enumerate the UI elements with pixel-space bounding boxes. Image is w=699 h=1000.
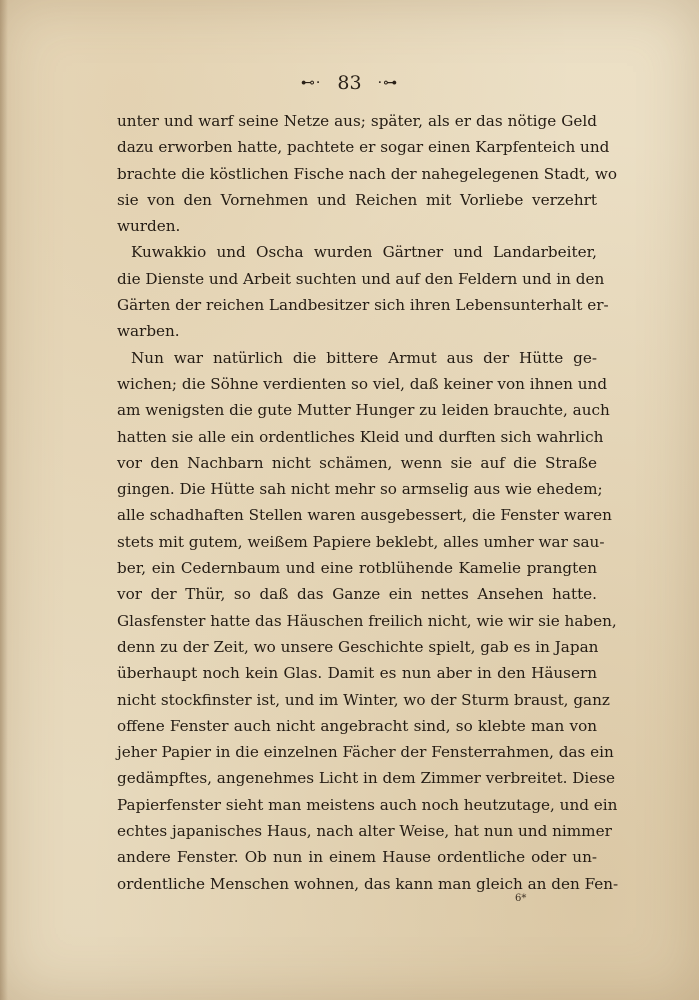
text-line: wurden. (117, 217, 181, 236)
text-line: Papierfenster sieht man meistens auch noch heutzutage, und ein (117, 795, 618, 814)
page-binding-edge (0, 0, 8, 1000)
header-ornament-right: ·⊶ (377, 75, 399, 91)
text-line: Nun war natürlich die bittere Armut aus der Hütte ge- (131, 348, 597, 367)
text-line: brachte die köstlichen Fische nach der nahegelegenen Stadt, wo (117, 164, 617, 183)
text-line: Glasfenster hatte das Häuschen freilich nicht, wie wir sie haben, (117, 611, 617, 630)
text-line: überhaupt noch kein Glas. Damit es nun aber in den Häusern (117, 664, 597, 683)
text-line: echtes japanisches Haus, nach alter Weise, hat nun und nimmer (117, 822, 612, 841)
text-line: Gärten der reichen Landbesitzer sich ihren Lebensunterhalt er- (117, 296, 609, 315)
text-line: gingen. Die Hütte sah nicht mehr so armselig aus wie ehedem; (117, 480, 603, 499)
page-header (0, 72, 699, 94)
text-line: alle schadhaften Stellen waren ausgebessert, die Fenster waren (117, 506, 612, 525)
header-ornament-left: ⊷· (300, 75, 322, 91)
text-line: Kuwakkio und Oscha wurden Gärtner und Landarbeiter, (131, 243, 597, 262)
page-number: 83 (337, 72, 362, 94)
text-line: vor der Thür, so daß das Ganze ein nettes Ansehen hatte. (117, 585, 597, 604)
text-line: vor den Nachbarn nicht schämen, wenn sie auf die Straße (117, 453, 597, 472)
text-line: denn zu der Zeit, wo unsere Geschichte spielt, gab es in Japan (117, 637, 599, 656)
body-text (117, 108, 619, 897)
text-line: hatten sie alle ein ordentliches Kleid und durften sich wahrlich (117, 427, 604, 446)
text-line: ordentliche Menschen wohnen, das kann man gleich an den Fen- (117, 874, 619, 893)
text-line: andere Fenster. Ob nun in einem Hause ordentliche oder un- (117, 848, 597, 867)
text-line: warben. (117, 322, 180, 341)
text-line: nicht stockfinster ist, und im Winter, wo der Sturm braust, ganz (117, 690, 610, 709)
text-line: jeher Papier in die einzelnen Fächer der Fensterrahmen, das ein (117, 743, 614, 762)
text-line: gedämpftes, angenehmes Licht in dem Zimmer verbreitet. Diese (117, 769, 616, 788)
text-line: dazu erworben hatte, pachtete er sogar einen Karpfenteich und (117, 138, 610, 157)
text-line: stets mit gutem, weißem Papiere beklebt, alles umher war sau- (117, 532, 605, 551)
text-line: offene Fenster auch nicht angebracht sind, so klebte man von (117, 716, 597, 735)
printer-signature-mark: 6* (515, 893, 527, 904)
text-line: die Dienste und Arbeit suchten und auf den Feldern und in den (117, 269, 605, 288)
text-line: unter und warf seine Netze aus; später, als er das nötige Geld (117, 112, 597, 130)
text-line: wichen; die Söhne verdienten so viel, daß keiner von ihnen und (117, 374, 608, 393)
text-line: sie von den Vornehmen und Reichen mit Vorliebe verzehrt (117, 190, 597, 209)
text-line: ber, ein Cedernbaum und eine rotblühende Kamelie prangten (117, 559, 597, 578)
text-line: am wenigsten die gute Mutter Hunger zu leiden brauchte, auch (117, 401, 610, 420)
